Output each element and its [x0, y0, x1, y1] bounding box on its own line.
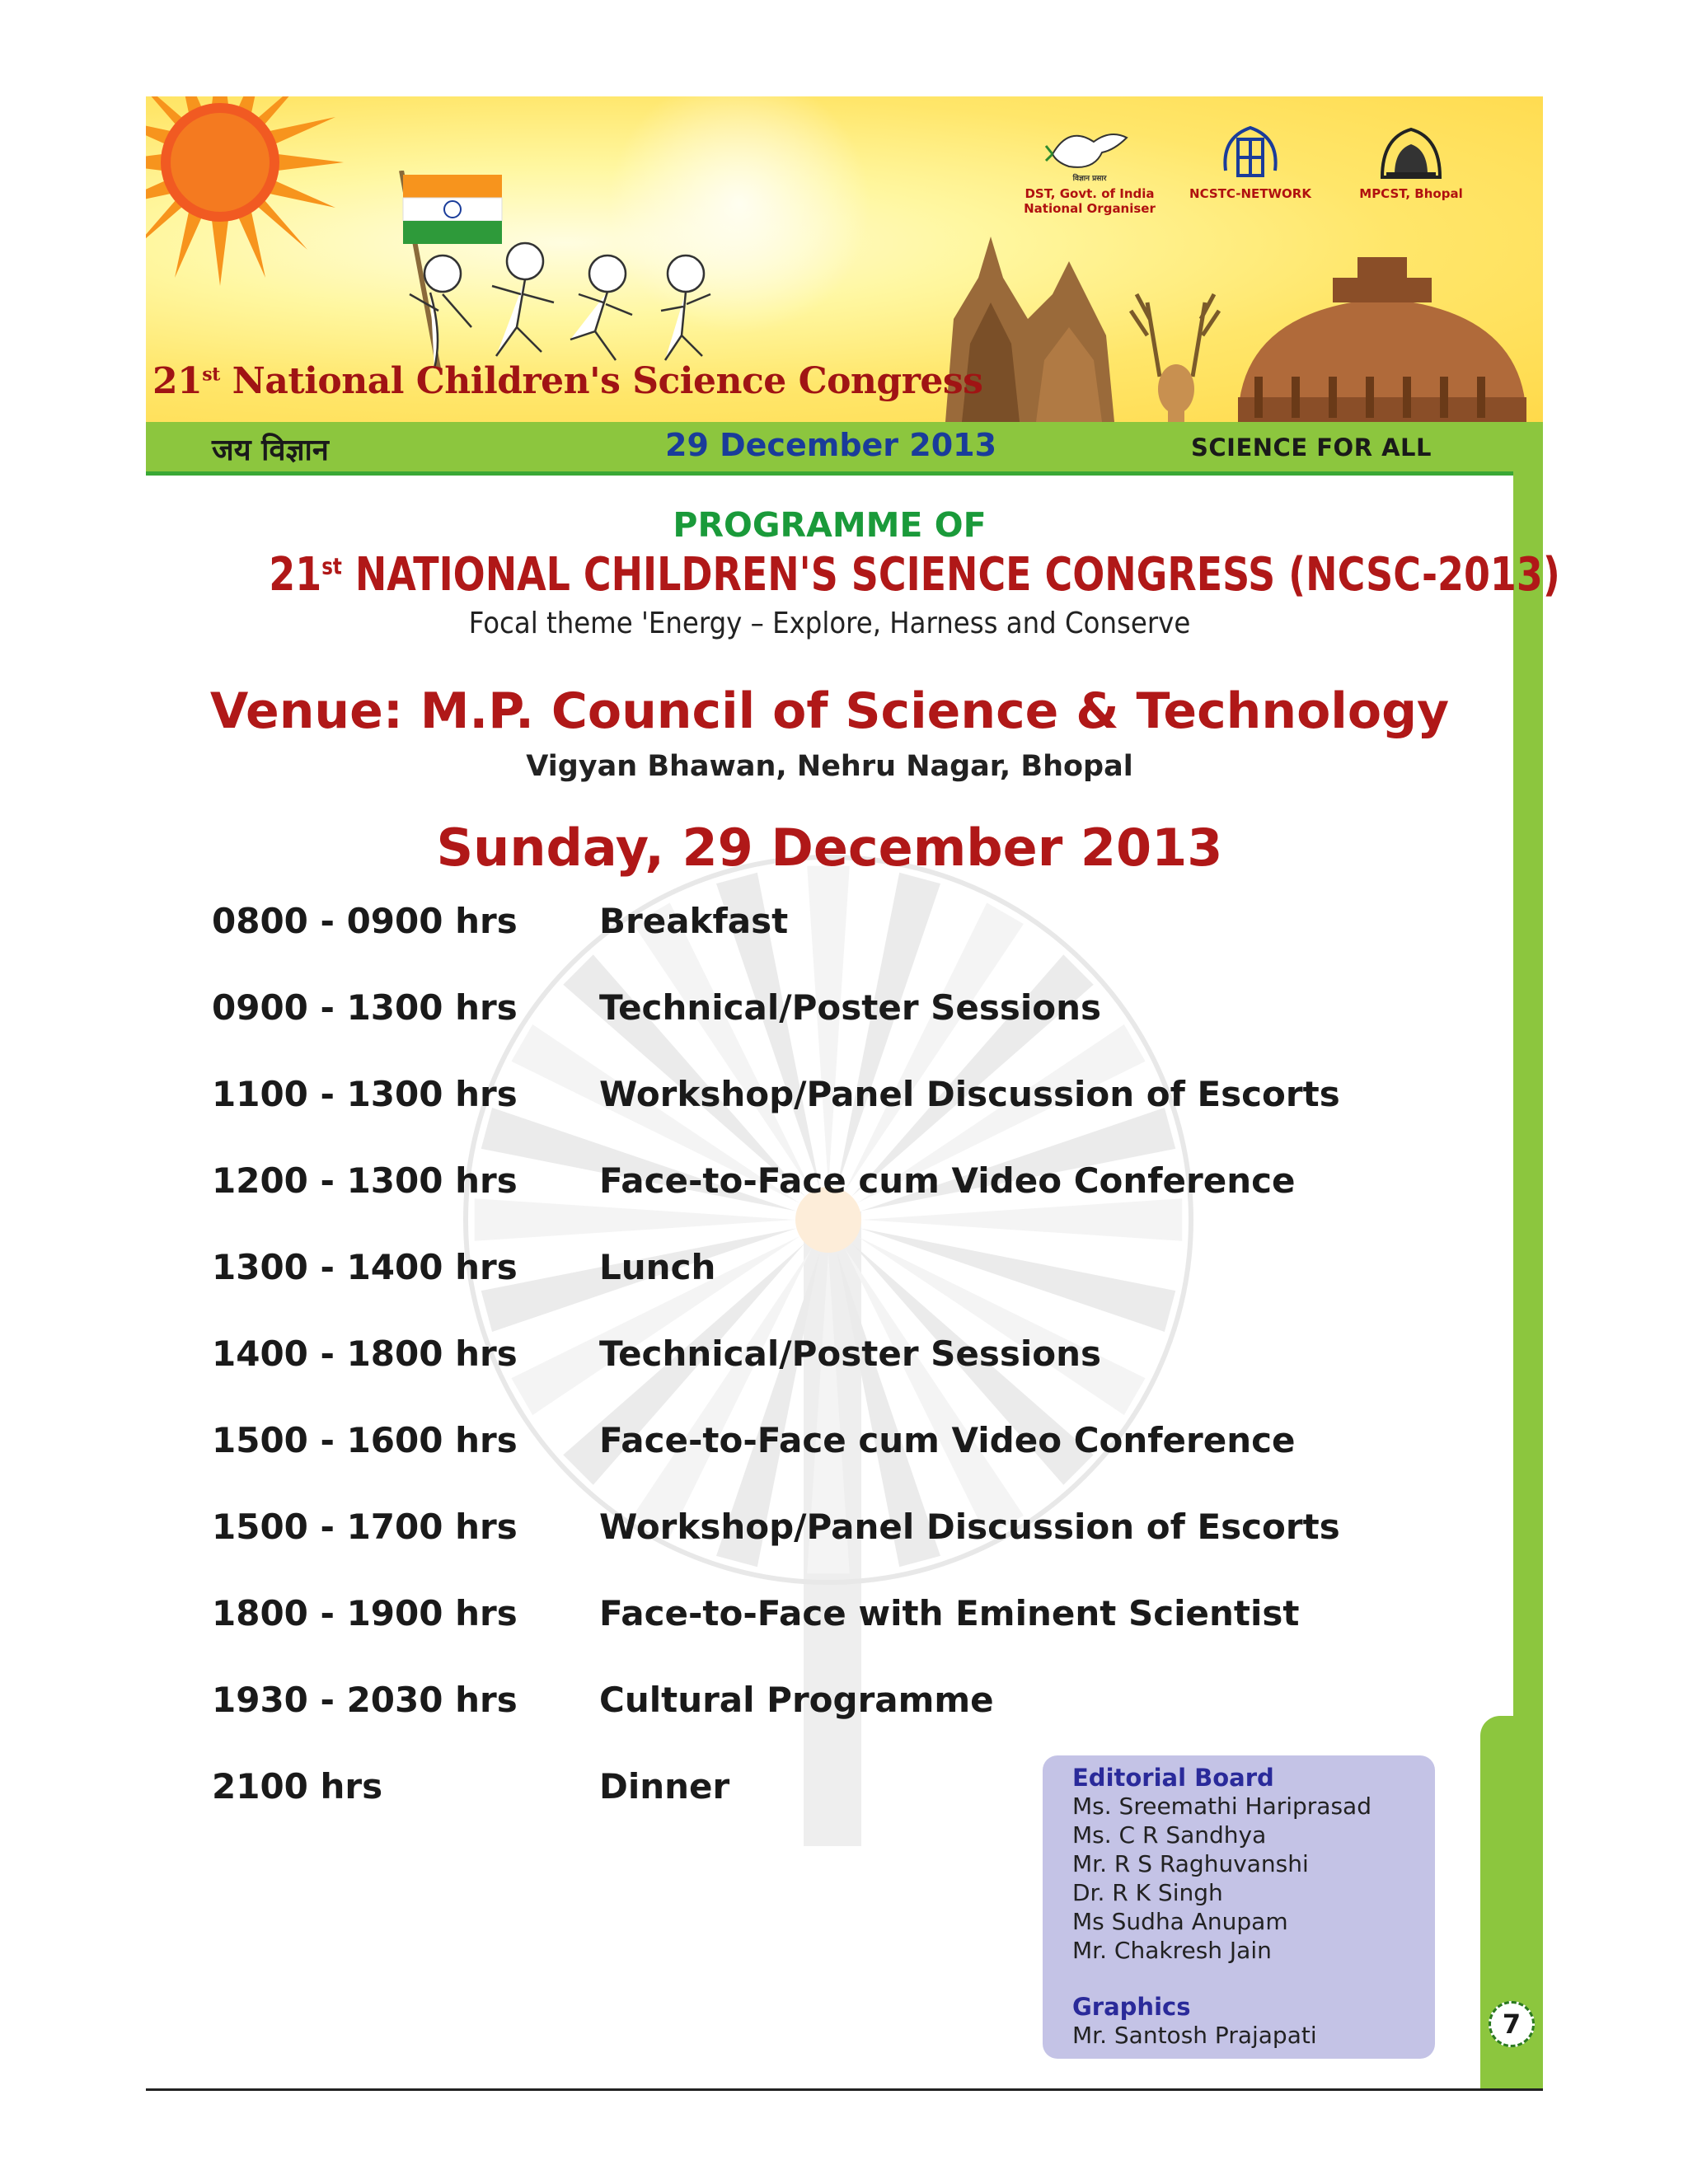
schedule-time: 1500 - 1600 hrs	[212, 1420, 518, 1460]
schedule-time: 2100 hrs	[212, 1766, 383, 1807]
schedule-event: Face-to-Face cum Video Conference	[599, 1420, 1296, 1460]
bottom-rule	[146, 2088, 1543, 2091]
editorial-member: Ms. C R Sandhya	[1072, 1821, 1267, 1849]
schedule-event: Workshop/Panel Discussion of Escorts	[599, 1507, 1340, 1547]
schedule-event: Technical/Poster Sessions	[599, 987, 1102, 1028]
logo-ncstc-label: NCSTC-NETWORK	[1189, 186, 1311, 201]
sun-icon	[146, 96, 344, 286]
programme-of-label: PROGRAMME OF	[673, 505, 987, 545]
schedule-time: 1500 - 1700 hrs	[212, 1507, 518, 1547]
banner-title: 21st National Children's Science Congress	[152, 360, 983, 402]
right-green-bar	[1513, 471, 1543, 1716]
page-title: 21st NATIONAL CHILDREN'S SCIENCE CONGRESS (NCSC-2013)	[269, 548, 1560, 602]
schedule-date: Sunday, 29 December 2013	[436, 818, 1223, 878]
schedule-event: Face-to-Face with Eminent Scientist	[599, 1593, 1300, 1633]
schedule-time: 0900 - 1300 hrs	[212, 987, 518, 1028]
schedule-event: Cultural Programme	[599, 1680, 994, 1720]
schedule-event: Lunch	[599, 1247, 716, 1287]
editorial-board-box	[1043, 1755, 1435, 2059]
schedule-time: 1800 - 1900 hrs	[212, 1593, 518, 1633]
logo-ncstc	[1172, 121, 1329, 201]
logo-mpcst	[1333, 121, 1489, 201]
logo-dst	[1011, 121, 1168, 216]
schedule-time: 1100 - 1300 hrs	[212, 1074, 518, 1114]
editorial-member: Dr. R K Singh	[1072, 1879, 1223, 1906]
venue-address: Vigyan Bhawan, Nehru Nagar, Bhopal	[526, 750, 1133, 783]
hindi-slogan: जय विज्ञान	[212, 434, 329, 467]
header-banner	[146, 96, 1543, 422]
logo-dst-line1: DST, Govt. of India	[1025, 186, 1155, 201]
mpcst-logo-icon	[1374, 121, 1448, 183]
editorial-member: Ms Sudha Anupam	[1072, 1908, 1288, 1935]
schedule-event: Breakfast	[599, 901, 789, 941]
focal-theme: Focal theme 'Energy – Explore, Harness and Conserve	[468, 607, 1191, 640]
page-number: 7	[1489, 2001, 1535, 2047]
editorial-member: Mr. Chakresh Jain	[1072, 1937, 1272, 1964]
venue-heading: Venue: M.P. Council of Science & Technology	[209, 682, 1450, 740]
dove-logo-icon	[1044, 121, 1135, 183]
strip-slogan: SCIENCE FOR ALL	[1191, 434, 1432, 462]
schedule-event: Workshop/Panel Discussion of Escorts	[599, 1074, 1340, 1114]
schedule-time: 1930 - 2030 hrs	[212, 1680, 518, 1720]
svg-text:विज्ञान प्रसार: विज्ञान प्रसार	[1072, 175, 1107, 183]
schedule-time: 1200 - 1300 hrs	[212, 1160, 518, 1201]
schedule-time: 0800 - 0900 hrs	[212, 901, 518, 941]
editorial-member: Mr. R S Raghuvanshi	[1072, 1850, 1309, 1877]
children-illustration	[393, 171, 789, 377]
graphics-title: Graphics	[1072, 1993, 1191, 2021]
logo-mpcst-label: MPCST, Bhopal	[1359, 186, 1463, 201]
header-strip	[146, 422, 1543, 476]
schedule-time: 1300 - 1400 hrs	[212, 1247, 518, 1287]
editorial-member: Ms. Sreemathi Hariprasad	[1072, 1793, 1372, 1820]
strip-date: 29 December 2013	[665, 427, 997, 463]
schedule-event: Technical/Poster Sessions	[599, 1333, 1102, 1374]
logo-dst-line2: National Organiser	[1024, 201, 1156, 216]
schedule-event: Dinner	[599, 1766, 730, 1807]
ncstc-logo-icon	[1213, 121, 1287, 183]
schedule-time: 1400 - 1800 hrs	[212, 1333, 518, 1374]
editorial-board-title: Editorial Board	[1072, 1764, 1274, 1792]
schedule-event: Face-to-Face cum Video Conference	[599, 1160, 1296, 1201]
monuments-illustration	[945, 212, 1543, 422]
graphics-member: Mr. Santosh Prajapati	[1072, 2022, 1317, 2049]
